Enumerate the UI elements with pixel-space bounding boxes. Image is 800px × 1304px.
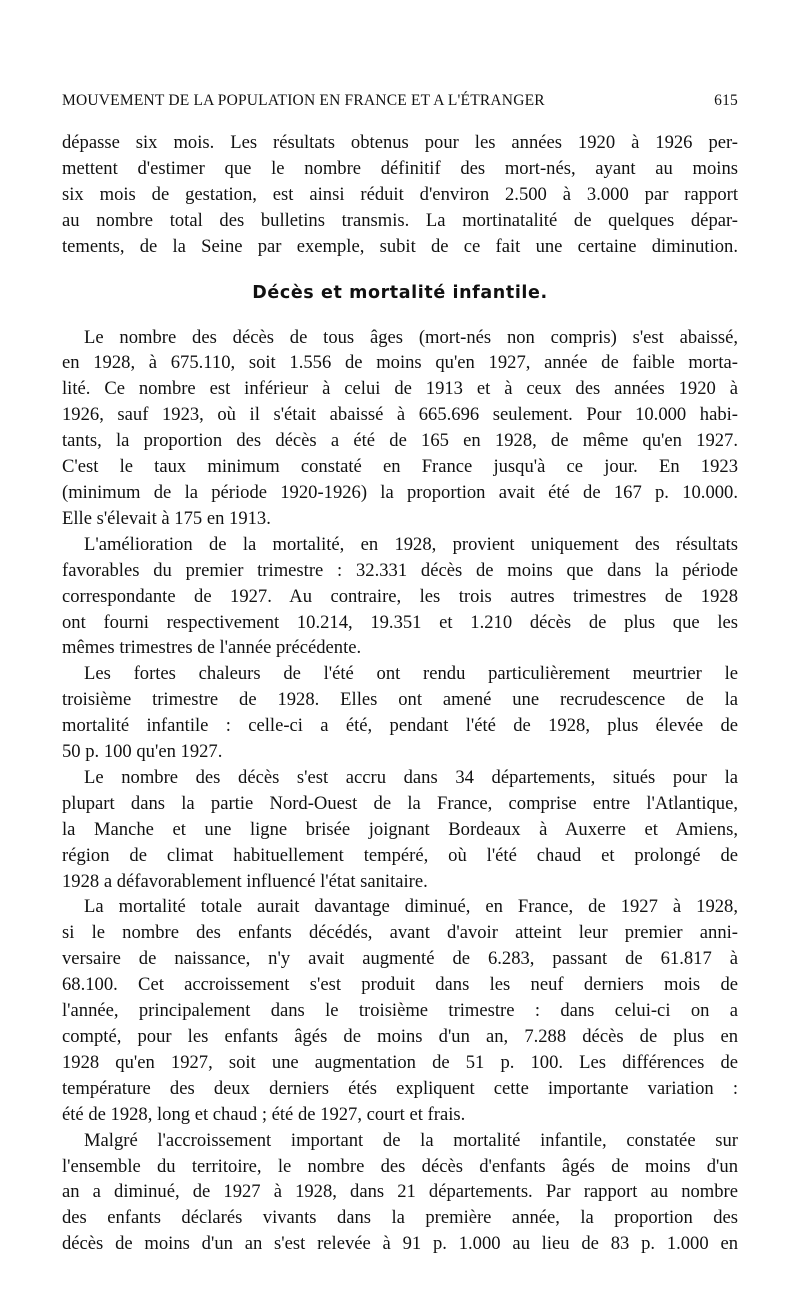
section-heading: Décès et mortalité infantile. xyxy=(252,282,548,303)
text-line: été de 1928, long et chaud ; été de 1927, court et frais. xyxy=(62,1103,466,1125)
text-line: température des deux derniers étés expliquent cette importante variation : xyxy=(62,1077,738,1099)
text-line: 68.100. Cet accroissement s'est produit dans les neuf derniers mois de xyxy=(62,974,738,996)
text-line: L'amélioration de la mortalité, en 1928, provient uniquement des résultats xyxy=(84,533,738,555)
text-line: au nombre total des bulletins transmis. La mortinatalité de quelques dépar- xyxy=(62,209,738,231)
paragraph xyxy=(62,1128,738,1258)
text-line: l'année, principalement dans le troisième trimestre : dans celui-ci on a xyxy=(62,1000,738,1022)
text-line: l'ensemble du territoire, le nombre des décès d'enfants âgés de moins d'un xyxy=(62,1155,738,1177)
text-line: tements, de la Seine par exemple, subit de ce fait une certaine diminution. xyxy=(62,235,738,257)
text-line: (minimum de la période 1920-1926) la proportion avait été de 167 p. 10.000. xyxy=(62,481,738,503)
text-line: mêmes trimestres de l'année précédente. xyxy=(62,637,362,659)
text-line: des enfants déclarés vivants dans la première année, la proportion des xyxy=(62,1207,738,1229)
paragraph xyxy=(62,765,738,895)
text-line: compté, pour les enfants âgés de moins d'un an, 7.288 décès de plus en xyxy=(62,1026,738,1047)
paragraph-continuation xyxy=(62,130,738,260)
text-line: an a diminué, de 1927 à 1928, dans 21 départements. Par rapport au nombre xyxy=(62,1181,738,1203)
text-line: 1928 a défavorablement influencé l'état sanitaire. xyxy=(62,870,428,892)
text-line: mettent d'estimer que le nombre définitif des mort-nés, ayant au moins xyxy=(62,157,738,179)
text-line: dépasse six mois. Les résultats obtenus pour les années 1920 à 1926 per- xyxy=(62,132,738,153)
page xyxy=(62,92,738,1257)
paragraph xyxy=(62,532,738,662)
text-line: six mois de gestation, est ainsi réduit d'environ 2.500 à 3.000 par rapport xyxy=(62,183,738,205)
page-number: 615 xyxy=(714,92,738,109)
text-line: plupart dans la partie Nord-Ouest de la France, comprise entre l'Atlantique, xyxy=(62,792,738,814)
text-line: ont fourni respectivement 10.214, 19.351 et 1.210 décès de plus que les xyxy=(62,611,738,633)
text-line: Malgré l'accroissement important de la mortalité infantile, constatée sur xyxy=(84,1129,738,1151)
text-line: La mortalité totale aurait davantage diminué, en France, de 1927 à 1928, xyxy=(84,896,738,918)
text-line: lité. Ce nombre est inférieur à celui de 1913 et à ceux des années 1920 à xyxy=(62,378,738,400)
paragraph xyxy=(62,894,738,1127)
running-title: MOUVEMENT DE LA POPULATION EN FRANCE ET A L'ÉTRANGER xyxy=(62,92,545,109)
text-line: Les fortes chaleurs de l'été ont rendu particulièrement meurtrier le xyxy=(84,663,738,685)
text-line: la Manche et une ligne brisée joignant Bordeaux à Auxerre et Amiens, xyxy=(62,818,738,840)
text-line: en 1928, à 675.110, soit 1.556 de moins qu'en 1927, année de faible morta- xyxy=(62,352,738,374)
text-line: mortalité infantile : celle-ci a été, pendant l'été de 1928, plus élevée de xyxy=(62,715,738,737)
text-line: Le nombre des décès s'est accru dans 34 départements, situés pour la xyxy=(84,766,738,788)
text-line: versaire de naissance, n'y avait augmenté de 6.283, passant de 61.817 à xyxy=(62,948,738,970)
text-line: région de climat habituellement tempéré, où l'été chaud et prolongé de xyxy=(62,844,738,866)
running-head xyxy=(62,92,738,114)
paragraph xyxy=(62,325,738,532)
text-line: 50 p. 100 qu'en 1927. xyxy=(62,741,223,763)
text-line: 1928 qu'en 1927, soit une augmentation de 51 p. 100. Les différences de xyxy=(62,1051,738,1073)
text-line: favorables du premier trimestre : 32.331 décès de moins que dans la période xyxy=(62,559,738,581)
text-line: 1926, sauf 1923, où il s'était abaissé à 665.696 seulement. Pour 10.000 habi- xyxy=(62,404,738,426)
text-line: C'est le taux minimum constaté en France jusqu'à ce jour. En 1923 xyxy=(62,456,738,478)
paragraph xyxy=(62,661,738,765)
text-line: si le nombre des enfants décédés, avant d'avoir atteint leur premier anni- xyxy=(62,922,738,944)
text-line: troisième trimestre de 1928. Elles ont amené une recrudescence de la xyxy=(62,689,738,711)
text-line: correspondante de 1927. Au contraire, les trois autres trimestres de 1928 xyxy=(62,585,738,607)
text-line: Elle s'élevait à 175 en 1913. xyxy=(62,507,271,529)
text-line: décès de moins d'un an s'est relevée à 91 p. 1.000 au lieu de 83 p. 1.000 en xyxy=(62,1233,738,1255)
text-line: tants, la proportion des décès a été de 165 en 1928, de même qu'en 1927. xyxy=(62,430,738,452)
text-line: Le nombre des décès de tous âges (mort-nés non compris) s'est abaissé, xyxy=(84,326,738,348)
